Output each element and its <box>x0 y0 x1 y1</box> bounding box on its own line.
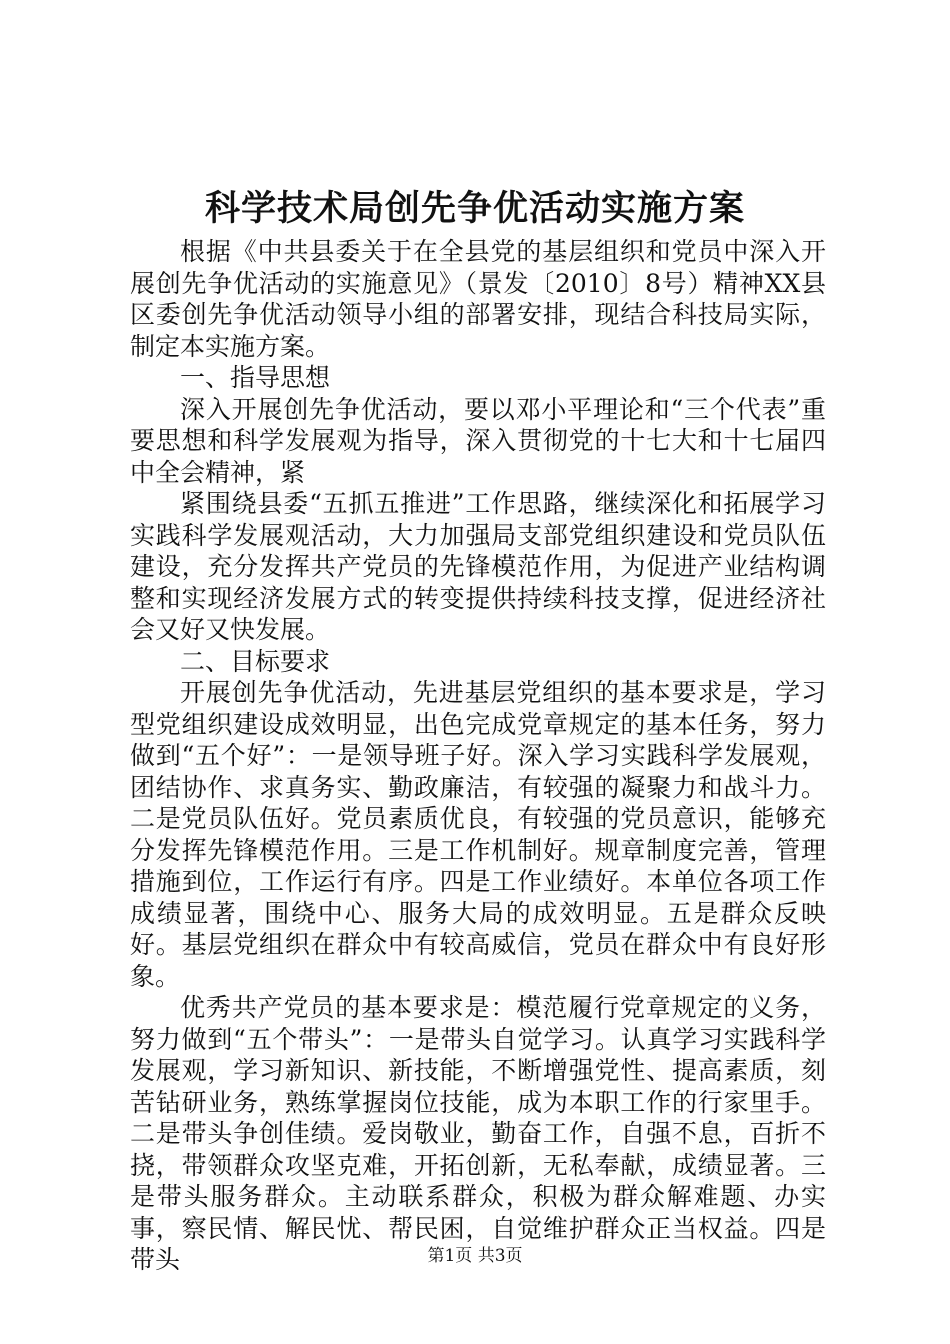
section-heading-objectives: 二、目标要求 <box>180 646 331 676</box>
document-body <box>130 236 826 1276</box>
section-heading-guiding-thought: 一、指导思想 <box>180 363 331 392</box>
guiding-thought-continuation-paragraph: 紧围绕县委“五抓五推进”工作思路，继续深化和拓展学习实践科学发展观活动，大力加强局支部党组织建设和党员队伍建设，充分发挥共产党员的先锋模范作用，为促进产业结构调整和实现经济发展方式的转变提供持续科技支撑，促进经济社会又好又快发展。 <box>130 489 826 644</box>
document-title: 科学技术局创先争优活动实施方案 <box>204 188 745 229</box>
party-organization-requirements-paragraph: 开展创先争优活动，先进基层党组织的基本要求是，学习型党组织建设成效明显，出色完成党章规定的基本任务，努力做到“五个好”：一是领导班子好。深入学习实践科学发展观，团结协作、求真务实、勤政廉洁，有较强的凝聚力和战斗力。二是党员队伍好。党员素质优良，有较强的党员意识，能够充分发挥先锋模范作用。三是工作机制好。规章制度完善，管理措施到位，工作运行有序。四是工作业绩好。本单位各项工作成绩显著，围绕中心、服务大局的成效明显。五是群众反映好。基层党组织在群众中有较高威信，党员在群众中有良好形象。 <box>130 678 826 991</box>
page-number-footer: 第1页 共3页 <box>427 1246 523 1266</box>
guiding-thought-paragraph: 深入开展创先争优活动，要以邓小平理论和“三个代表”重要思想和科学发展观为指导，深入贯彻党的十七大和十七届四中全会精神，紧 <box>130 394 826 487</box>
intro-paragraph: 根据《中共县委关于在全县党的基层组织和党员中深入开展创先争优活动的实施意见》（景发〔2010〕8号）精神XX县区委创先争优活动领导小组的部署安排，现结合科技局实际，制定本实施方案。 <box>130 237 826 361</box>
party-member-requirements-paragraph: 优秀共产党员的基本要求是：模范履行党章规定的义务，努力做到“五个带头”：一是带头自觉学习。认真学习实践科学发展观，学习新知识、新技能，不断增强党性、提高素质，刻苦钻研业务，熟练掌握岗位技能，成为本职工作的行家里手。二是带头争创佳绩。爱岗敬业，勤奋工作，自强不息，百折不挠，带领群众攻坚克难，开拓创新，无私奉献，成绩显著。三是带头服务群众。主动联系群众，积极为群众解难题、办实事，察民情、解民忧、帮民困，自觉维护群众正当权益。四是带头 <box>130 993 826 1274</box>
